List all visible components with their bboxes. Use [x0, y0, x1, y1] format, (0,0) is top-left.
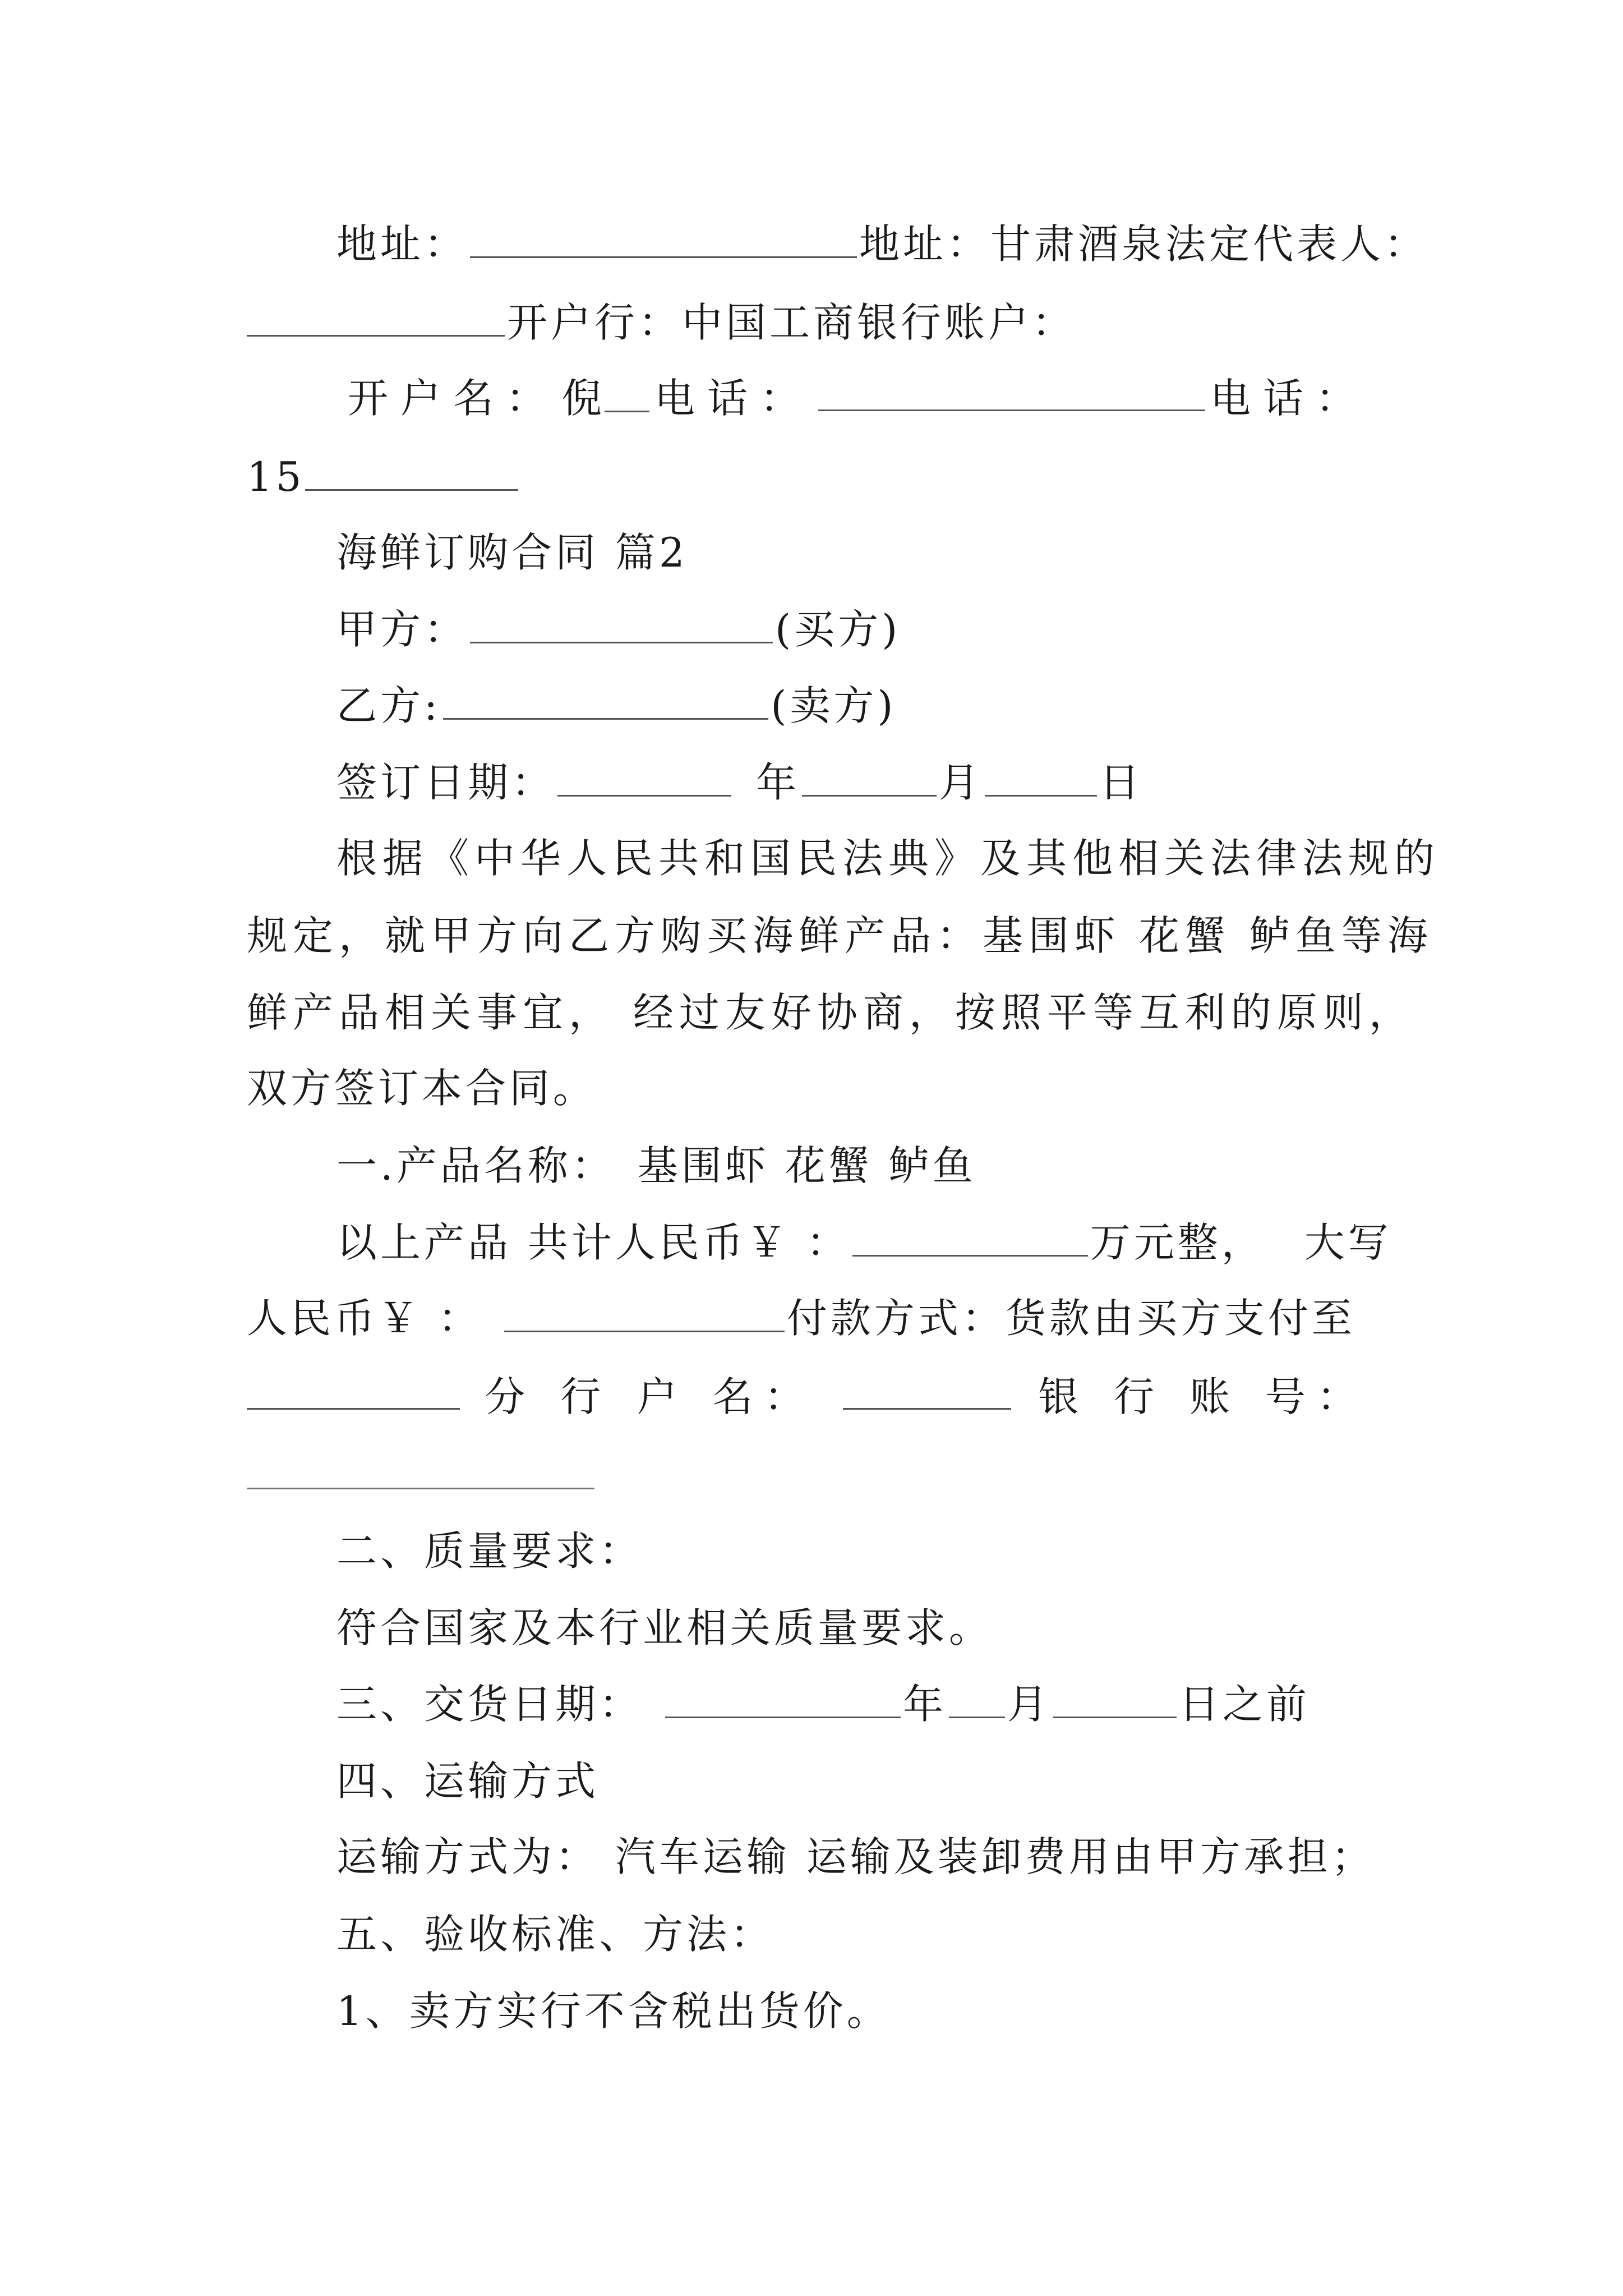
acct-name-blank: [843, 1369, 1011, 1410]
total-blank: [852, 1216, 1088, 1257]
payment-label: 付款方式：货款由买方支付至: [786, 1295, 1355, 1342]
delivery-year-blank: [665, 1677, 901, 1718]
bank-acct-label: 银 行 账 号：: [1038, 1373, 1368, 1420]
account-label: 账户：: [944, 299, 1076, 346]
sign-date-line: [336, 754, 1481, 811]
section-3-line: [336, 1676, 1481, 1732]
address-label-2: 地址：: [859, 220, 991, 268]
address-blank-1: [470, 217, 857, 258]
account-name-value: 倪: [561, 375, 602, 422]
preamble-line-3: 鲜产品相关事宜， 经过友好协商，按照平等互利的原则，: [247, 989, 1415, 1036]
phone-blank-1: [818, 370, 1205, 411]
account-name-group: [562, 370, 652, 426]
sign-day-label: 日: [1099, 759, 1144, 806]
capital-label: 大写: [1304, 1219, 1392, 1266]
address-value-2: 甘肃酒泉: [990, 220, 1166, 268]
section-3-label: 三、交货日期：: [336, 1681, 643, 1728]
party-b-role: (卖方): [771, 682, 897, 729]
sign-date-label: 签订日期：: [336, 759, 556, 806]
bank-acct-blank-line: [247, 1447, 1391, 1503]
branch-line: [247, 1369, 1368, 1425]
party-b-label: 乙方:: [336, 682, 441, 729]
legal-rep-label: 法定代表人：: [1165, 220, 1428, 268]
section-3-before: 日之前: [1179, 1681, 1311, 1728]
total-unit: 万元整，: [1090, 1219, 1265, 1266]
acct-name-label: 户 名：: [637, 1373, 816, 1420]
capital-blank: [504, 1291, 785, 1332]
section-4-text: 运输方式为： 汽车运输 运输及装卸费用由甲方承担；: [336, 1833, 1375, 1880]
bank-label: 开户行：: [507, 299, 683, 346]
phone-blank-2: [305, 450, 518, 491]
capital-line-label: 人民币￥ ：: [247, 1295, 482, 1342]
sign-day-blank: [985, 756, 1097, 797]
delivery-day-blank: [1053, 1677, 1177, 1718]
contract-title: 海鲜订购合同 篇2: [336, 529, 688, 576]
party-a-role: (买方): [775, 606, 901, 653]
section-1-label: 一.产品名称：: [336, 1142, 615, 1189]
party-a-label: 甲方：: [336, 606, 468, 653]
phone-value-line: [247, 449, 1391, 505]
total-line: [336, 1214, 1481, 1271]
section-4-label: 四、运输方式: [336, 1757, 600, 1805]
bank-acct-blank: [247, 1448, 594, 1489]
pay-to-blank: [247, 1369, 460, 1410]
sign-month-blank: [802, 756, 937, 797]
delivery-month-label: 月: [1007, 1681, 1052, 1728]
section-1-value: 基围虾 花蟹 鲈鱼: [637, 1142, 976, 1189]
legal-rep-blank: [247, 296, 505, 337]
account-name-blank: [605, 371, 649, 412]
sign-year-label: 年: [756, 759, 800, 806]
section-2-label: 二、质量要求：: [336, 1527, 643, 1575]
section-1-line: [336, 1138, 1481, 1194]
total-label: 以上产品 共计人民币￥ ：: [336, 1219, 850, 1266]
preamble-line-2: 规定，就甲方向乙方购买海鲜产品：基围虾 花蟹 鲈鱼等海: [247, 912, 1433, 959]
preamble-line-4: 双方签订本合同。: [247, 1065, 597, 1112]
sign-year-blank: [557, 756, 731, 797]
branch-label: 分 行: [485, 1373, 612, 1420]
party-b-blank: [443, 679, 768, 720]
account-name-line: [348, 370, 1368, 426]
bank-value: 中国工商银行: [682, 299, 945, 346]
section-2-text: 符合国家及本行业相关质量要求。: [336, 1604, 993, 1651]
section-5-item-1: 1、卖方实行不含税出货价。: [336, 1987, 891, 2035]
sign-month-label: 月: [939, 759, 983, 806]
phone-value-2: 15: [247, 453, 305, 500]
party-a-blank: [470, 602, 773, 643]
payment-line: [247, 1290, 1391, 1346]
phone-label-1: 电话：: [654, 375, 813, 422]
section-5-label: 五、验收标准、方法：: [336, 1911, 774, 1958]
address-label-1: 地址：: [336, 220, 468, 268]
phone-label-2: 电话：: [1210, 375, 1368, 422]
delivery-month-blank: [949, 1677, 1005, 1718]
preamble-line-1: 根据《中华人民共和国民法典》及其他相关法律法规的: [336, 835, 1441, 882]
address-line: [336, 216, 1481, 272]
party-a-line: [336, 601, 1481, 657]
account-name-label: 开户名：: [348, 375, 559, 422]
party-b-line: [336, 678, 1481, 734]
delivery-year-label: 年: [903, 1681, 947, 1728]
bank-line: [247, 295, 1391, 351]
